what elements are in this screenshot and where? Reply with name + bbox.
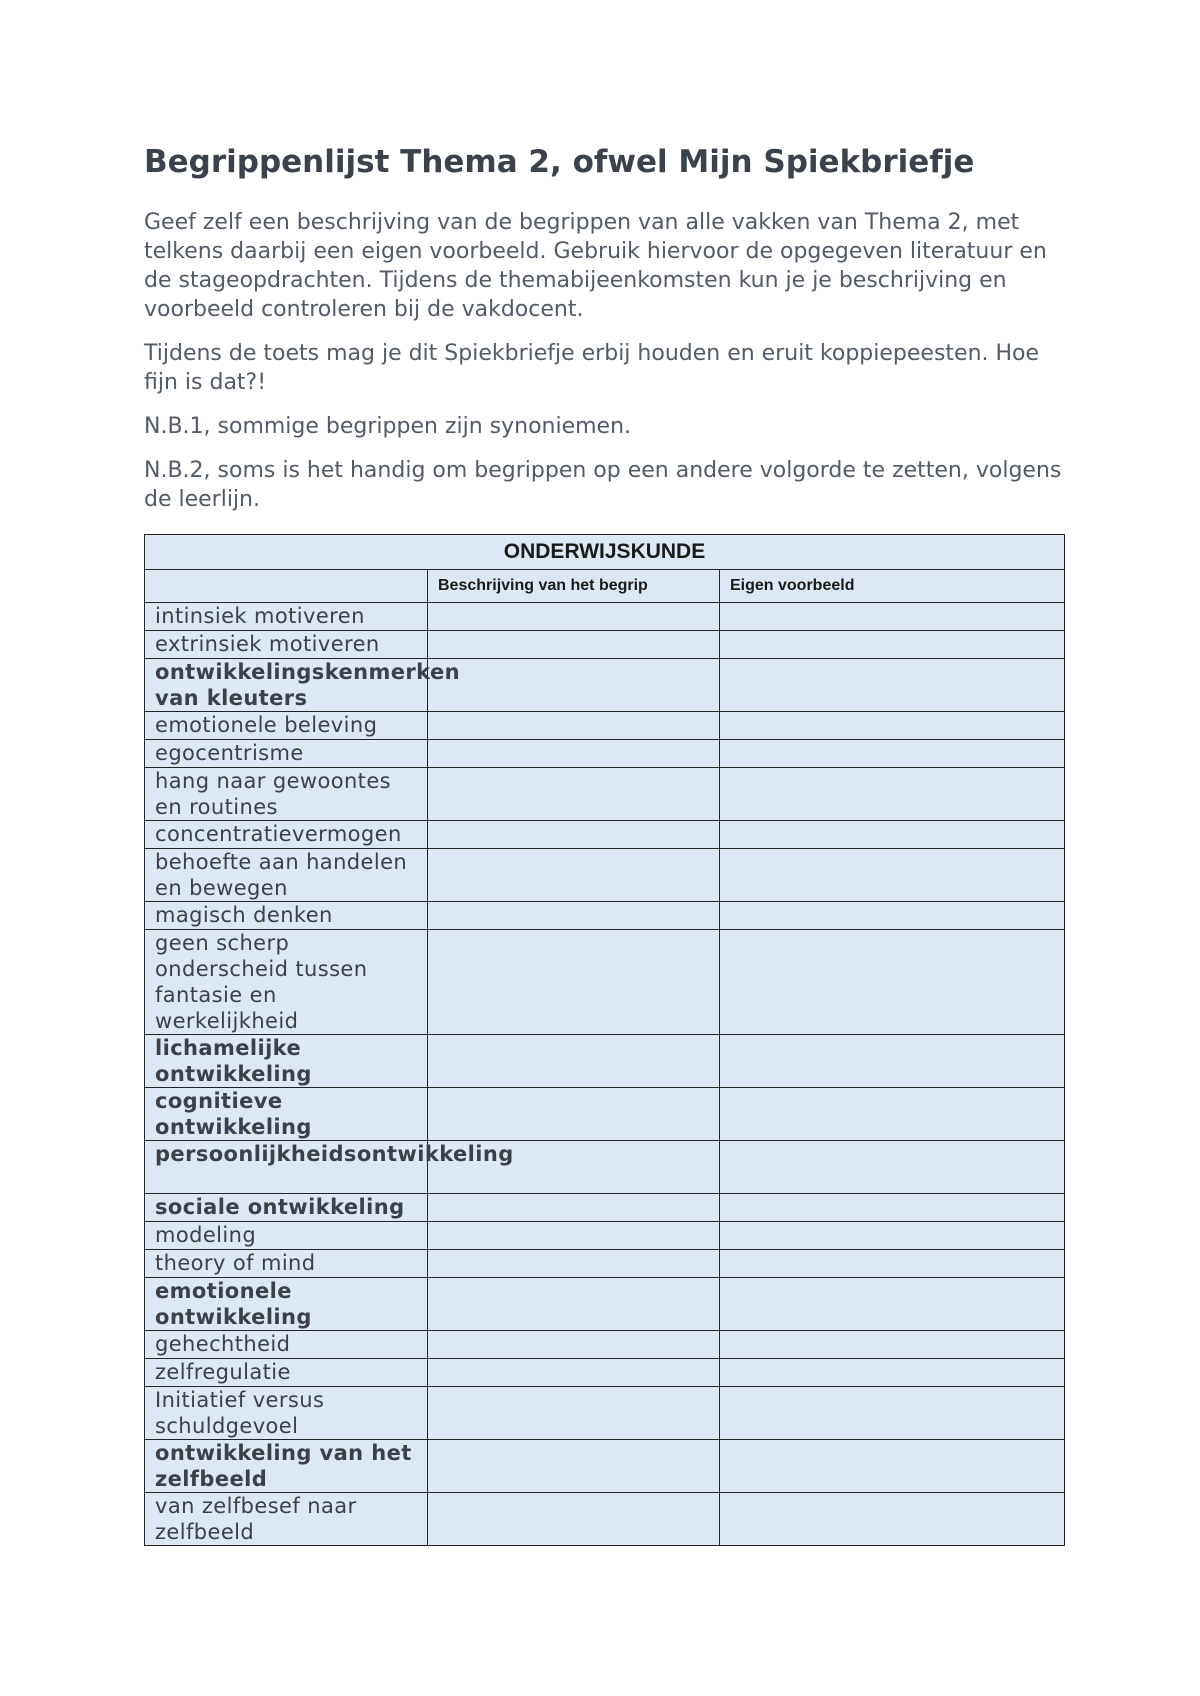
term-cell: gehechtheid [145,1331,428,1359]
description-cell[interactable] [428,1359,720,1387]
term-cell: persoonlijkheidsontwikkeling [145,1141,428,1194]
example-cell[interactable] [720,603,1065,631]
description-cell[interactable] [428,631,720,659]
header-description: Beschrijving van het begrip [428,570,720,603]
term-cell: magisch denken [145,902,428,930]
header-example: Eigen voorbeeld [720,570,1065,603]
intro-paragraph: Geef zelf een beschrijving van de begrippen van alle vakken van Thema 2, met telkens daarbij een eigen voorbeeld. Gebruik hiervoor de opgegeven literatuur en de stageopdrachten. Tijdens de themabijeenkomsten kun je je beschrijving en voorbeeld controleren bij de vakdocent. [144,210,1047,322]
example-cell[interactable] [720,1250,1065,1278]
description-cell[interactable] [428,849,720,902]
table-row [145,1088,1065,1141]
term-cell: ontwikkeling van het zelfbeeld [145,1440,428,1493]
table-body [145,603,1065,1546]
example-cell[interactable] [720,1331,1065,1359]
description-cell[interactable] [428,1387,720,1440]
example-cell[interactable] [720,849,1065,902]
example-cell[interactable] [720,1493,1065,1546]
example-cell[interactable] [720,902,1065,930]
header-term [145,570,428,603]
document-page [144,138,1064,1546]
example-cell[interactable] [720,768,1065,821]
table-row [145,821,1065,849]
example-cell[interactable] [720,821,1065,849]
table-row [145,1493,1065,1546]
table-section-title: ONDERWIJSKUNDE [145,535,1065,570]
description-cell[interactable] [428,1440,720,1493]
example-cell[interactable] [720,1141,1065,1194]
term-cell: concentratievermogen [145,821,428,849]
table-row [145,768,1065,821]
example-cell[interactable] [720,1278,1065,1331]
example-cell[interactable] [720,659,1065,712]
table-row [145,659,1065,712]
table-row [145,1359,1065,1387]
nb2-paragraph: N.B.2, soms is het handig om begrippen op een andere volgorde te zetten, volgens de leerlijn. [144,458,1062,512]
term-cell: behoefte aan handelen en bewegen [145,849,428,902]
description-cell[interactable] [428,1194,720,1222]
description-cell[interactable] [428,821,720,849]
example-cell[interactable] [720,631,1065,659]
description-cell[interactable] [428,902,720,930]
example-cell[interactable] [720,1387,1065,1440]
table-row [145,1440,1065,1493]
example-cell[interactable] [720,1440,1065,1493]
term-cell: emotionele beleving [145,712,428,740]
description-cell[interactable] [428,1222,720,1250]
term-cell: egocentrisme [145,740,428,768]
description-cell[interactable] [428,1493,720,1546]
begrippen-table [144,534,1065,1546]
toets-paragraph: Tijdens de toets mag je dit Spiekbriefje erbij houden en eruit koppiepeesten. Hoe fijn is dat?! [144,341,1040,395]
table-row [145,1141,1065,1194]
term-cell: intinsiek motiveren [145,603,428,631]
description-cell[interactable] [428,930,720,1035]
table-row [145,849,1065,902]
table-row [145,1331,1065,1359]
table-row [145,603,1065,631]
description-cell[interactable] [428,1088,720,1141]
table-row [145,1194,1065,1222]
description-cell[interactable] [428,740,720,768]
description-cell[interactable] [428,1278,720,1331]
term-cell: cognitieve ontwikkeling [145,1088,428,1141]
example-cell[interactable] [720,712,1065,740]
table-row [145,740,1065,768]
term-cell: lichamelijke ontwikkeling [145,1035,428,1088]
term-cell: emotionele ontwikkeling [145,1278,428,1331]
term-cell: Initiatief versus schuldgevoel [145,1387,428,1440]
term-cell: sociale ontwikkeling [145,1194,428,1222]
example-cell[interactable] [720,740,1065,768]
example-cell[interactable] [720,1035,1065,1088]
term-cell: theory of mind [145,1250,428,1278]
table-row [145,1250,1065,1278]
table-row [145,1278,1065,1331]
table-row [145,712,1065,740]
term-cell: ontwikkelingskenmerken van kleuters [145,659,428,712]
table-row [145,631,1065,659]
example-cell[interactable] [720,1222,1065,1250]
term-cell: van zelfbesef naar zelfbeeld [145,1493,428,1546]
term-cell: extrinsiek motiveren [145,631,428,659]
table-row [145,1035,1065,1088]
example-cell[interactable] [720,1088,1065,1141]
term-cell: modeling [145,1222,428,1250]
document-title: Begrippenlijst Thema 2, ofwel Mijn Spiekbriefje [144,144,975,180]
term-cell: zelfregulatie [145,1359,428,1387]
term-cell: geen scherp onderscheid tussen fantasie en werkelijkheid [145,930,428,1035]
nb1-paragraph: N.B.1, sommige begrippen zijn synoniemen. [144,414,632,439]
description-cell[interactable] [428,1250,720,1278]
example-cell[interactable] [720,1194,1065,1222]
description-cell[interactable] [428,1331,720,1359]
description-cell[interactable] [428,659,720,712]
example-cell[interactable] [720,1359,1065,1387]
description-cell[interactable] [428,712,720,740]
table-row [145,1222,1065,1250]
term-cell: hang naar gewoontes en routines [145,768,428,821]
example-cell[interactable] [720,930,1065,1035]
description-cell[interactable] [428,768,720,821]
table-row [145,902,1065,930]
table-row [145,1387,1065,1440]
description-cell[interactable] [428,1035,720,1088]
description-cell[interactable] [428,603,720,631]
table-row [145,930,1065,1035]
